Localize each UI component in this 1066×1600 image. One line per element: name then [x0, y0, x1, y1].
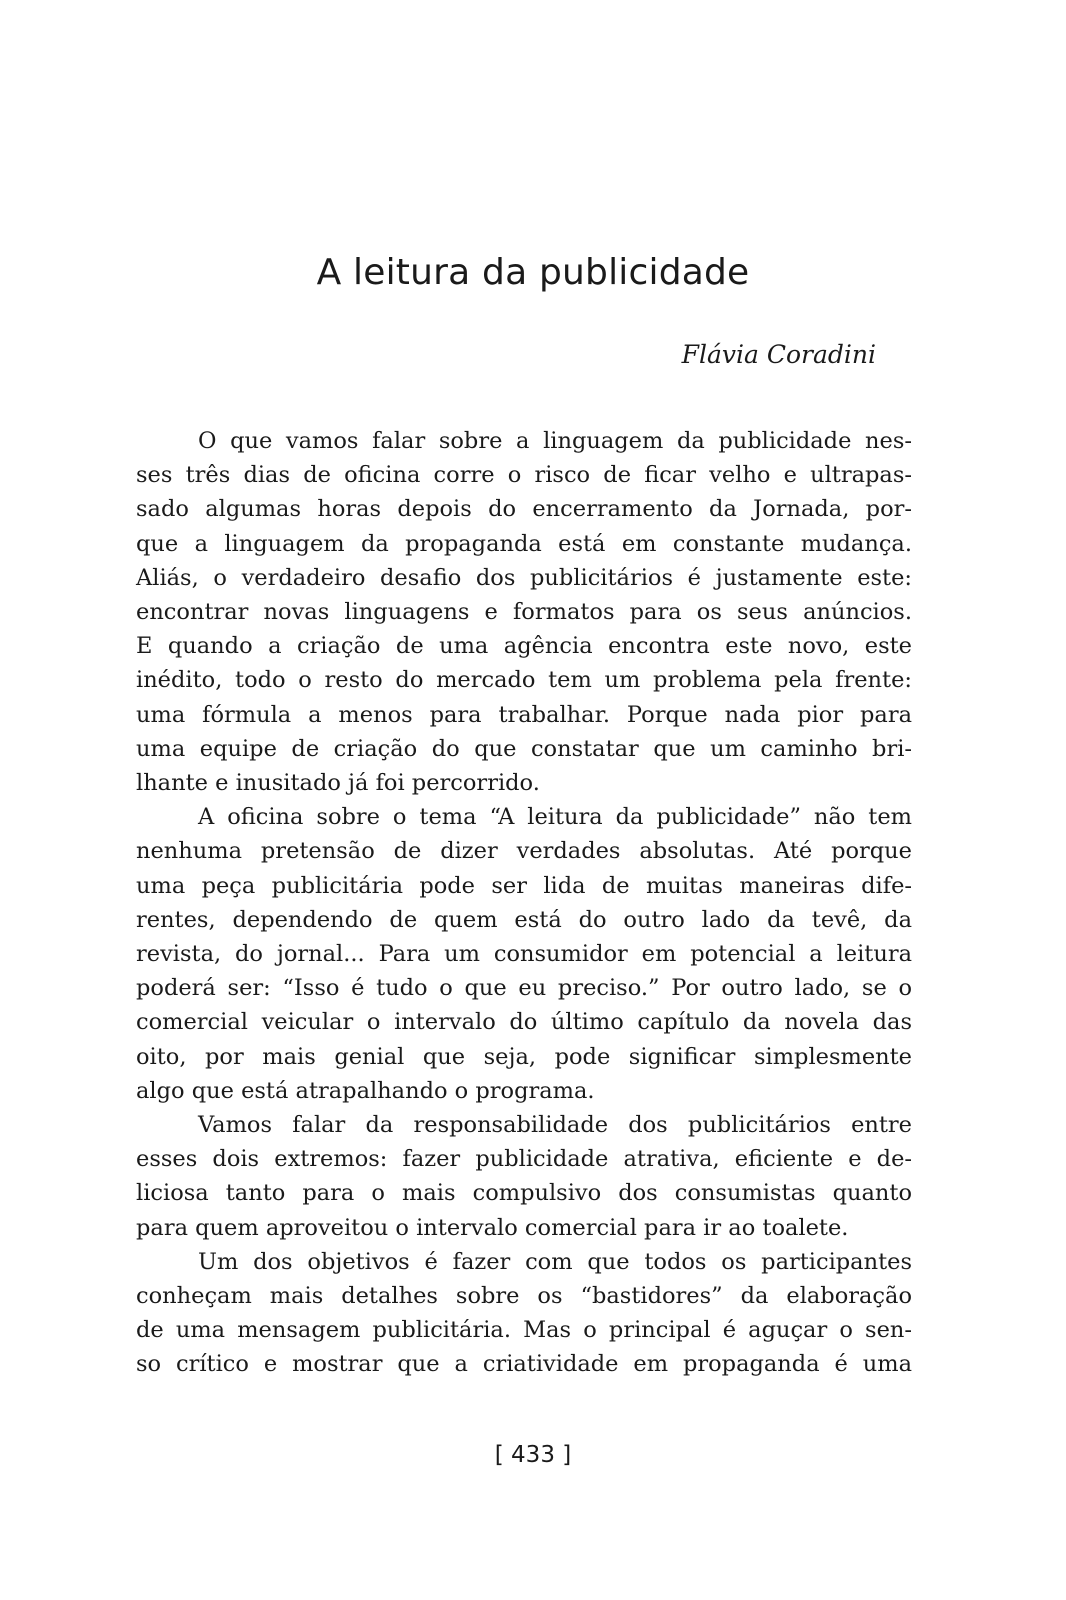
text-line: sado algumas horas depois do encerramento da Jornada, por- [136, 496, 912, 523]
text-line: esses dois extremos: fazer publicidade atrativa, eficiente e de- [136, 1146, 912, 1173]
text-line: encontrar novas linguagens e formatos para os seus anúncios. [136, 599, 912, 626]
text-line: uma peça publicitária pode ser lida de muitas maneiras dife- [136, 872, 912, 899]
text-line: O que vamos falar sobre a linguagem da publicidade nes- [198, 428, 912, 454]
text-line: que a linguagem da propaganda está em constante mudança. [136, 530, 912, 557]
author-name: Flávia Coradini [681, 340, 876, 369]
text-line: conheçam mais detalhes sobre os “bastidores” da elaboração [136, 1283, 912, 1310]
paragraph-3 [136, 1108, 912, 1245]
text-line: uma equipe de criação do que constatar que um caminho bri- [136, 735, 912, 762]
text-line: rentes, dependendo de quem está do outro lado da tevê, da [136, 906, 912, 933]
text-line: poderá ser: “Isso é tudo o que eu preciso.” Por outro lado, se o [136, 975, 912, 1002]
text-line: comercial veicular o intervalo do último capítulo da novela das [136, 1009, 912, 1036]
text-line: lhante e inusitado já foi percorrido. [136, 770, 540, 797]
text-line: algo que está atrapalhando o programa. [136, 1077, 595, 1104]
paragraph-2 [136, 800, 912, 1108]
text-line: Um dos objetivos é fazer com que todos os participantes [198, 1248, 912, 1275]
text-line: Aliás, o verdadeiro desafio dos publicitários é justamente este: [136, 564, 912, 591]
paragraph-4 [136, 1245, 912, 1382]
text-line: E quando a criação de uma agência encontra este novo, este [136, 633, 912, 660]
text-line: uma fórmula a menos para trabalhar. Porque nada pior para [136, 701, 912, 728]
text-line: so crítico e mostrar que a criatividade em propaganda é uma [136, 1351, 912, 1378]
text-line: de uma mensagem publicitária. Mas o principal é aguçar o sen- [136, 1317, 912, 1344]
chapter-title: A leitura da publicidade [316, 252, 750, 293]
text-line: liciosa tanto para o mais compulsivo dos consumistas quanto [136, 1180, 912, 1207]
text-line: para quem aproveitou o intervalo comercial para ir ao toalete. [136, 1214, 849, 1241]
text-line: A oficina sobre o tema “A leitura da publicidade” não tem [198, 804, 912, 831]
text-line: ses três dias de oficina corre o risco de ficar velho e ultrapas- [136, 462, 912, 489]
text-line: nenhuma pretensão de dizer verdades absolutas. Até porque [136, 838, 912, 865]
text-line: inédito, todo o resto do mercado tem um problema pela frente: [136, 667, 912, 694]
body-text [136, 424, 912, 1382]
text-line: Vamos falar da responsabilidade dos publicitários entre [198, 1112, 912, 1139]
text-line: oito, por mais genial que seja, pode significar simplesmente [136, 1043, 912, 1070]
page-number: [ 433 ] [494, 1442, 572, 1468]
paragraph-1 [136, 424, 912, 800]
text-line: revista, do jornal... Para um consumidor em potencial a leitura [136, 941, 912, 968]
